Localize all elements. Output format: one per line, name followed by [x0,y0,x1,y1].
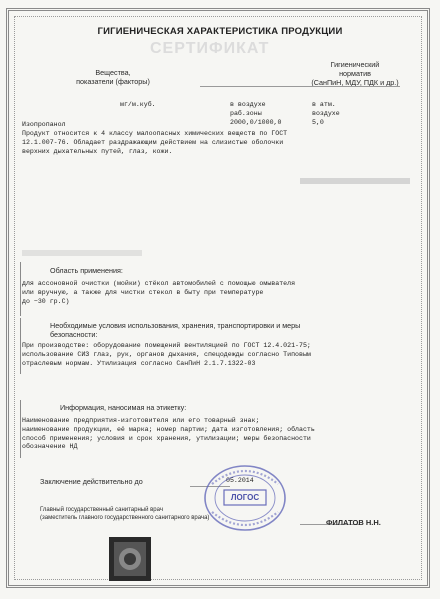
conditions-heading-line-1: Необходимые условия использования, хранения, транспортировки и меры [50,321,301,330]
header-left-line-2: показатели (факторы) [76,77,150,86]
conditions-line-2: использование СИЗ глаз, рук, органов дыхания, спецодежды согласно Типовым [22,350,311,358]
background-watermark: СЕРТИФИКАТ [150,40,270,57]
hologram-seal [108,536,152,582]
conditions-text [22,342,427,368]
section-bracket [20,400,21,458]
substance-name: Изопропанол [22,121,66,128]
scope-line-1: для ассоновной очистки (мойки) стёкол автомобилей с помощью омывателя [22,280,296,287]
conditions-heading [50,321,410,339]
official-stamp [200,462,290,534]
header-right-line-2: норматив [339,69,371,78]
scope-line-3: до −30 гр.С) [22,297,70,305]
scan-artifact [22,250,142,256]
work-zone-norm [230,101,281,127]
header-left [58,68,168,86]
header-right-line-3: (СанПиН, МДУ, ПДК и др.) [311,78,399,87]
signatory-title-line-2: (заместитель главного государственного санитарного врача) [40,515,210,521]
section-bracket [20,318,21,374]
validity-date: 05.2014 [226,477,254,484]
signatory-title [40,506,209,522]
label-line-4: обозначение НД [22,443,78,451]
label-line-3: способ применения; условия и срок хранения, утилизации; меры безопасности [22,434,311,442]
header-right-line-1: Гигиенический [330,60,380,69]
document-title: ГИГИЕНИЧЕСКАЯ ХАРАКТЕРИСТИКА ПРОДУКЦИИ [97,26,343,37]
label-line-2: наименование продукции, её марка; номер партии; дата изготовления; область [22,425,315,433]
atmosphere-line-2: воздухе [312,109,340,117]
scope-text [22,280,422,306]
scan-artifact [300,178,410,184]
stamp-center-text: ЛОГОС [230,493,260,502]
label-line-1: Наименование предприятия-изготовителя или его товарный знак; [22,417,260,424]
header-left-line-1: Вещества, [95,68,131,77]
atmosphere-line-1: в атм. [312,101,336,108]
work-zone-value: 2000,0/1000,0 [230,118,282,126]
conditions-line-3: отраслевым нормам. Утилизация согласно СанПиН 2.1.7.1322-03 [22,359,256,367]
work-zone-line-2: раб.зоны [230,109,262,117]
label-heading: Информация, наносимая на этикетку: [60,403,187,412]
hazard-note-line-2: 12.1.007-76. Обладает раздражающим действием на слизистые оболочки [22,138,284,146]
header-divider [200,86,400,87]
label-text [22,417,427,452]
conditions-line-1: При производстве: оборудование помещений вентиляцией по ГОСТ 12.4.021-75; [22,342,311,349]
signatory-title-line-1: Главный государственный санитарный врач [40,507,163,513]
atmosphere-norm [312,101,340,127]
header-right [300,60,410,87]
hazard-note-line-3: верхних дыхательных путей, глаз, кожи. [22,147,173,155]
section-bracket [20,262,21,316]
scope-line-2: или вручную, а также для чистки стекол в быту при температуре [22,288,264,296]
signatory-name: ФИЛАТОВ Н.Н. [326,518,381,527]
validity-label: Заключение действительно до [40,477,143,486]
hazard-note-line-1: Продукт относится к 4 классу малоопасных химических веществ по ГОСТ [22,130,288,137]
hazard-note [22,130,422,156]
work-zone-line-1: в воздухе [230,101,266,108]
atmosphere-value: 5,0 [312,118,324,126]
scope-heading: Область применения: [50,266,123,275]
conditions-heading-line-2: безопасности: [50,330,98,339]
unit-label: мг/м.куб. [120,101,156,108]
